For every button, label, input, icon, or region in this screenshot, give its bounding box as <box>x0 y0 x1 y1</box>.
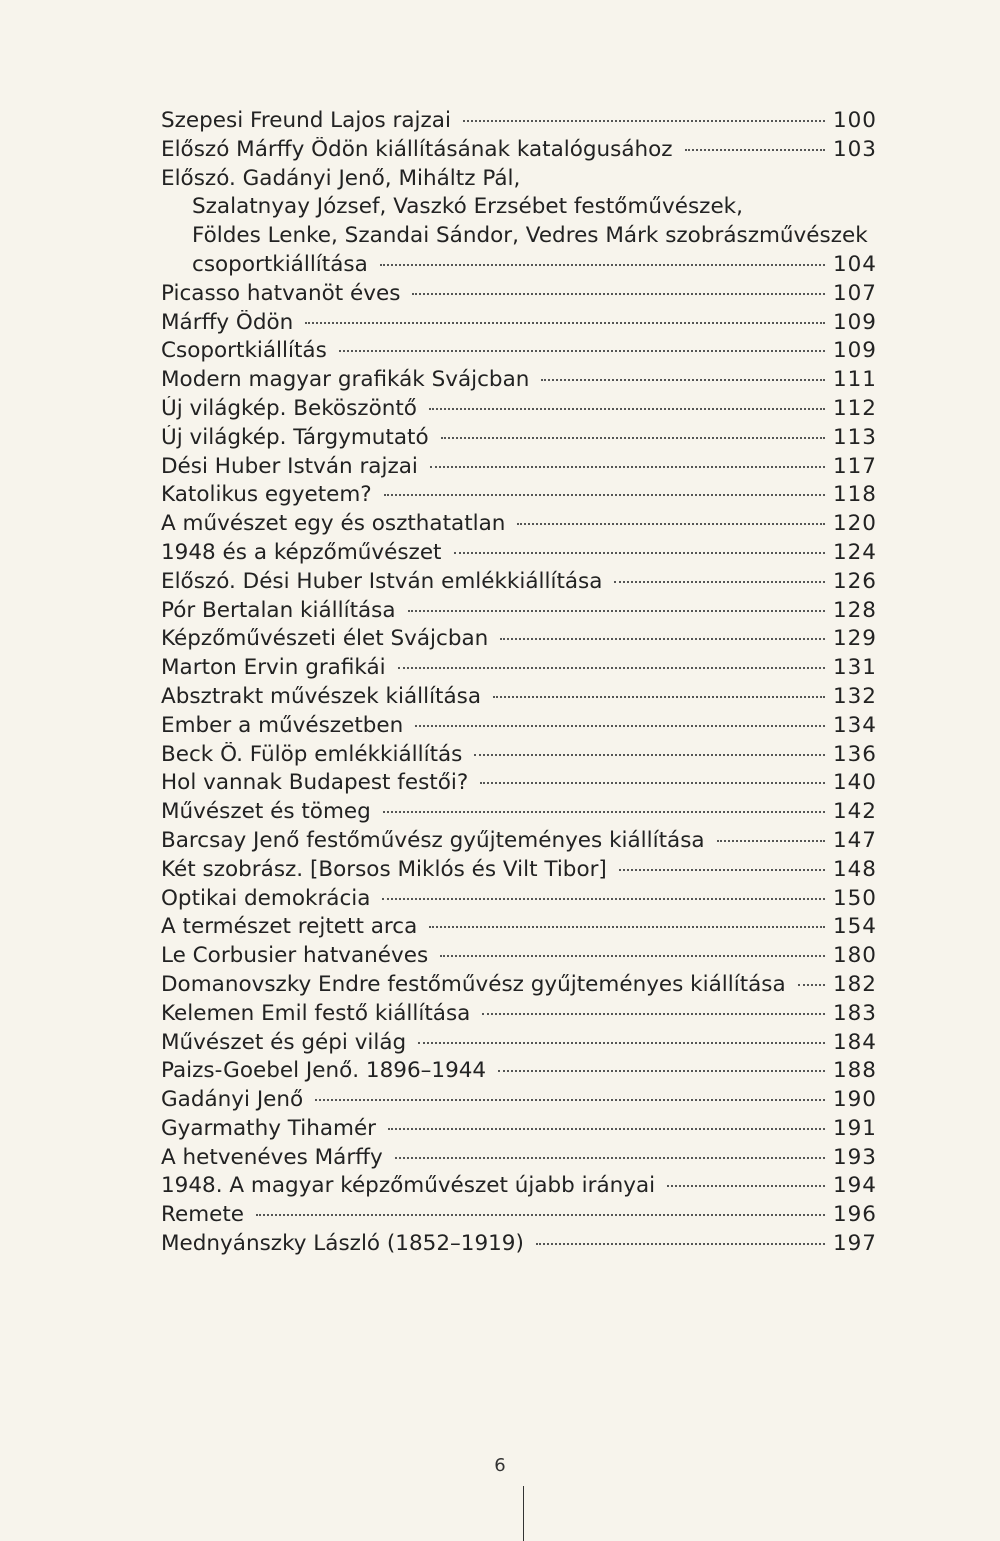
toc-entry-title: Új világkép. Beköszöntő <box>161 395 417 421</box>
toc-entry-title: Művészet és gépi világ <box>161 1029 407 1055</box>
toc-entry-page: 112 <box>832 395 877 421</box>
dot-leader <box>398 667 825 669</box>
page-number: 6 <box>494 1455 506 1476</box>
toc-entry <box>161 338 877 367</box>
dot-leader <box>482 1013 825 1015</box>
toc-entry-page: 154 <box>832 914 877 940</box>
toc-entry-title: Domanovszky Endre festőművész gyűjteményes kiállítása <box>161 971 786 997</box>
toc-entry-page: 100 <box>832 108 877 133</box>
toc-entry <box>161 713 877 742</box>
toc-entry <box>161 857 877 886</box>
toc-entry-title: Új világkép. Tárgymutató <box>161 424 429 450</box>
toc-entry-title: Ember a művészetben <box>161 712 404 738</box>
toc-entry <box>161 310 877 339</box>
toc-entry-title: Képzőművészeti élet Svájcban <box>161 626 489 652</box>
dot-leader <box>305 322 825 324</box>
toc-entry-title: A hetvenéves Márffy <box>161 1144 383 1170</box>
toc-entry-page: 124 <box>832 539 877 565</box>
toc-entry-title: Előszó. Gadányi Jenő, Miháltz Pál, <box>161 165 521 191</box>
toc-entry-title: Hol vannak Budapest festői? <box>161 770 469 796</box>
toc-entry-title: Picasso hatvanöt éves <box>161 280 401 306</box>
dot-leader <box>685 149 825 151</box>
toc-entry-page: 132 <box>832 683 877 709</box>
toc-entry <box>161 1173 877 1202</box>
toc-entry-page: 148 <box>832 856 877 882</box>
toc-entry <box>161 828 877 857</box>
toc-entry-title: Gyarmathy Tihamér <box>161 1115 377 1141</box>
toc-entry <box>161 367 877 396</box>
toc-entry <box>161 1145 877 1174</box>
toc-entry-page: 188 <box>832 1058 877 1084</box>
toc-entry-title: Szalatnyay József, Vaszkó Erzsébet festőművészek, <box>192 194 743 220</box>
toc-entry-page: 193 <box>832 1144 877 1170</box>
toc-entry <box>161 1231 877 1260</box>
toc-entry-title: Dési Huber István rajzai <box>161 453 418 479</box>
toc-entry-title: 1948. A magyar képzőművészet újabb irányai <box>161 1173 656 1199</box>
toc-entry-page: 113 <box>832 424 877 450</box>
toc-entry-page: 104 <box>832 251 877 277</box>
toc-entry-title: Optikai demokrácia <box>161 885 371 911</box>
toc-entry-page: 111 <box>832 367 877 393</box>
toc-entry <box>161 482 877 511</box>
toc-entry-title: Két szobrász. [Borsos Miklós és Vilt Tibor] <box>161 856 607 882</box>
toc-entry <box>161 511 877 540</box>
dot-leader <box>717 840 825 842</box>
dot-leader <box>667 1185 825 1187</box>
toc-entry <box>161 540 877 569</box>
toc-entry-title: Csoportkiállítás <box>161 338 327 364</box>
toc-entry-page: 128 <box>832 597 877 623</box>
toc-entry-page: 182 <box>832 971 877 997</box>
toc-entry <box>161 425 877 454</box>
dot-leader <box>541 379 825 381</box>
toc-entry-page: 109 <box>832 338 877 364</box>
dot-leader <box>500 638 825 640</box>
toc-entry-page: 147 <box>832 827 877 853</box>
dot-leader <box>474 754 825 756</box>
toc-entry-page: 117 <box>832 453 877 479</box>
toc-entry-title: Barcsay Jenő festőművész gyűjteményes kiállítása <box>161 827 705 853</box>
dot-leader <box>536 1243 825 1245</box>
toc-entry <box>161 137 877 166</box>
dot-leader <box>339 350 825 352</box>
toc-entry <box>161 1116 877 1145</box>
toc-entry <box>161 454 877 483</box>
toc-entry-title: Földes Lenke, Szandai Sándor, Vedres Márk szobrászművészek <box>192 223 868 249</box>
toc-entry <box>161 626 877 655</box>
toc-entry-page: 118 <box>832 482 877 508</box>
toc-entry-page: 120 <box>832 511 877 537</box>
dot-leader <box>798 984 825 986</box>
dot-leader <box>395 1157 825 1159</box>
dot-leader <box>493 696 825 698</box>
toc-entry-page: 103 <box>832 136 877 162</box>
toc-entry <box>161 598 877 627</box>
toc-entry-page: 109 <box>832 309 877 335</box>
toc-entry <box>161 742 877 771</box>
dot-leader <box>498 1070 825 1072</box>
dot-leader <box>415 725 825 727</box>
toc-entry-page: 140 <box>832 770 877 796</box>
toc-entry <box>161 108 877 137</box>
toc-entry-title: Kelemen Emil festő kiállítása <box>161 1000 471 1026</box>
toc-entry <box>161 396 877 425</box>
toc-entry-title: csoportkiállítása <box>192 251 368 277</box>
toc-entry <box>161 194 877 223</box>
toc-entry-page: 126 <box>832 568 877 594</box>
toc-entry-page: 129 <box>832 626 877 652</box>
toc-entry-page: 191 <box>832 1115 877 1141</box>
dot-leader <box>382 898 825 900</box>
toc-entry-title: A természet rejtett arca <box>161 914 418 940</box>
toc-entry <box>161 1030 877 1059</box>
dot-leader <box>384 494 825 496</box>
toc-entry <box>161 223 877 252</box>
dot-leader <box>430 466 825 468</box>
toc-entry-title: Marton Ervin grafikái <box>161 655 386 681</box>
toc-entry-page: 194 <box>832 1173 877 1199</box>
dot-leader <box>619 869 825 871</box>
dot-leader <box>383 811 825 813</box>
toc-entry-title: Absztrakt művészek kiállítása <box>161 683 482 709</box>
crop-mark-line <box>523 1486 524 1541</box>
toc-entry-page: 190 <box>832 1087 877 1113</box>
toc-entry <box>161 252 877 281</box>
toc-entry-title: Beck Ö. Fülöp emlékkiállítás <box>161 741 463 767</box>
dot-leader <box>480 782 825 784</box>
table-of-contents <box>161 108 877 1260</box>
dot-leader <box>388 1128 825 1130</box>
dot-leader <box>408 610 825 612</box>
toc-entry <box>161 684 877 713</box>
toc-entry-title: Művészet és tömeg <box>161 799 371 825</box>
toc-entry <box>161 166 877 195</box>
dot-leader <box>412 293 825 295</box>
dot-leader <box>429 926 825 928</box>
toc-entry-title: 1948 és a képzőművészet <box>161 539 442 565</box>
dot-leader <box>418 1042 825 1044</box>
toc-entry-page: 107 <box>832 280 877 306</box>
toc-entry <box>161 1202 877 1231</box>
toc-entry <box>161 1087 877 1116</box>
toc-entry-title: Remete <box>161 1202 245 1228</box>
toc-entry-title: Gadányi Jenő <box>161 1087 304 1113</box>
toc-entry-title: Le Corbusier hatvanéves <box>161 943 429 969</box>
dot-leader <box>440 955 825 957</box>
toc-entry-title: Márffy Ödön <box>161 309 294 335</box>
toc-entry-title: Előszó. Dési Huber István emlékkiállítása <box>161 568 603 594</box>
toc-entry <box>161 770 877 799</box>
toc-entry-title: Szepesi Freund Lajos rajzai <box>161 108 451 133</box>
toc-entry <box>161 914 877 943</box>
dot-leader <box>517 523 825 525</box>
dot-leader <box>454 552 825 554</box>
toc-entry-title: A művészet egy és oszthatatlan <box>161 511 506 537</box>
toc-entry-title: Előszó Márffy Ödön kiállításának katalógusához <box>161 136 673 162</box>
toc-entry <box>161 281 877 310</box>
toc-entry <box>161 943 877 972</box>
toc-entry <box>161 799 877 828</box>
toc-entry <box>161 886 877 915</box>
toc-entry-title: Modern magyar grafikák Svájcban <box>161 367 530 393</box>
toc-entry <box>161 972 877 1001</box>
toc-entry-page: 184 <box>832 1029 877 1055</box>
toc-entry-page: 180 <box>832 943 877 969</box>
toc-entry-title: Pór Bertalan kiállítása <box>161 597 396 623</box>
toc-entry-title: Katolikus egyetem? <box>161 482 372 508</box>
toc-entry-page: 196 <box>832 1202 877 1228</box>
toc-entry-page: 183 <box>832 1000 877 1026</box>
dot-leader <box>614 581 825 583</box>
toc-entry-title: Mednyánszky László (1852–1919) <box>161 1231 524 1257</box>
toc-entry <box>161 569 877 598</box>
dot-leader <box>256 1214 825 1216</box>
toc-entry <box>161 1058 877 1087</box>
dot-leader <box>441 437 825 439</box>
dot-leader <box>429 408 825 410</box>
toc-entry-page: 150 <box>832 885 877 911</box>
toc-entry <box>161 655 877 684</box>
toc-entry-page: 136 <box>832 741 877 767</box>
toc-entry <box>161 1001 877 1030</box>
dot-leader <box>463 120 825 122</box>
toc-entry-page: 197 <box>832 1231 877 1257</box>
dot-leader <box>380 264 825 266</box>
toc-entry-page: 131 <box>832 655 877 681</box>
toc-entry-page: 142 <box>832 799 877 825</box>
toc-entry-page: 134 <box>832 712 877 738</box>
toc-entry-title: Paizs-Goebel Jenő. 1896–1944 <box>161 1058 487 1084</box>
dot-leader <box>315 1099 825 1101</box>
